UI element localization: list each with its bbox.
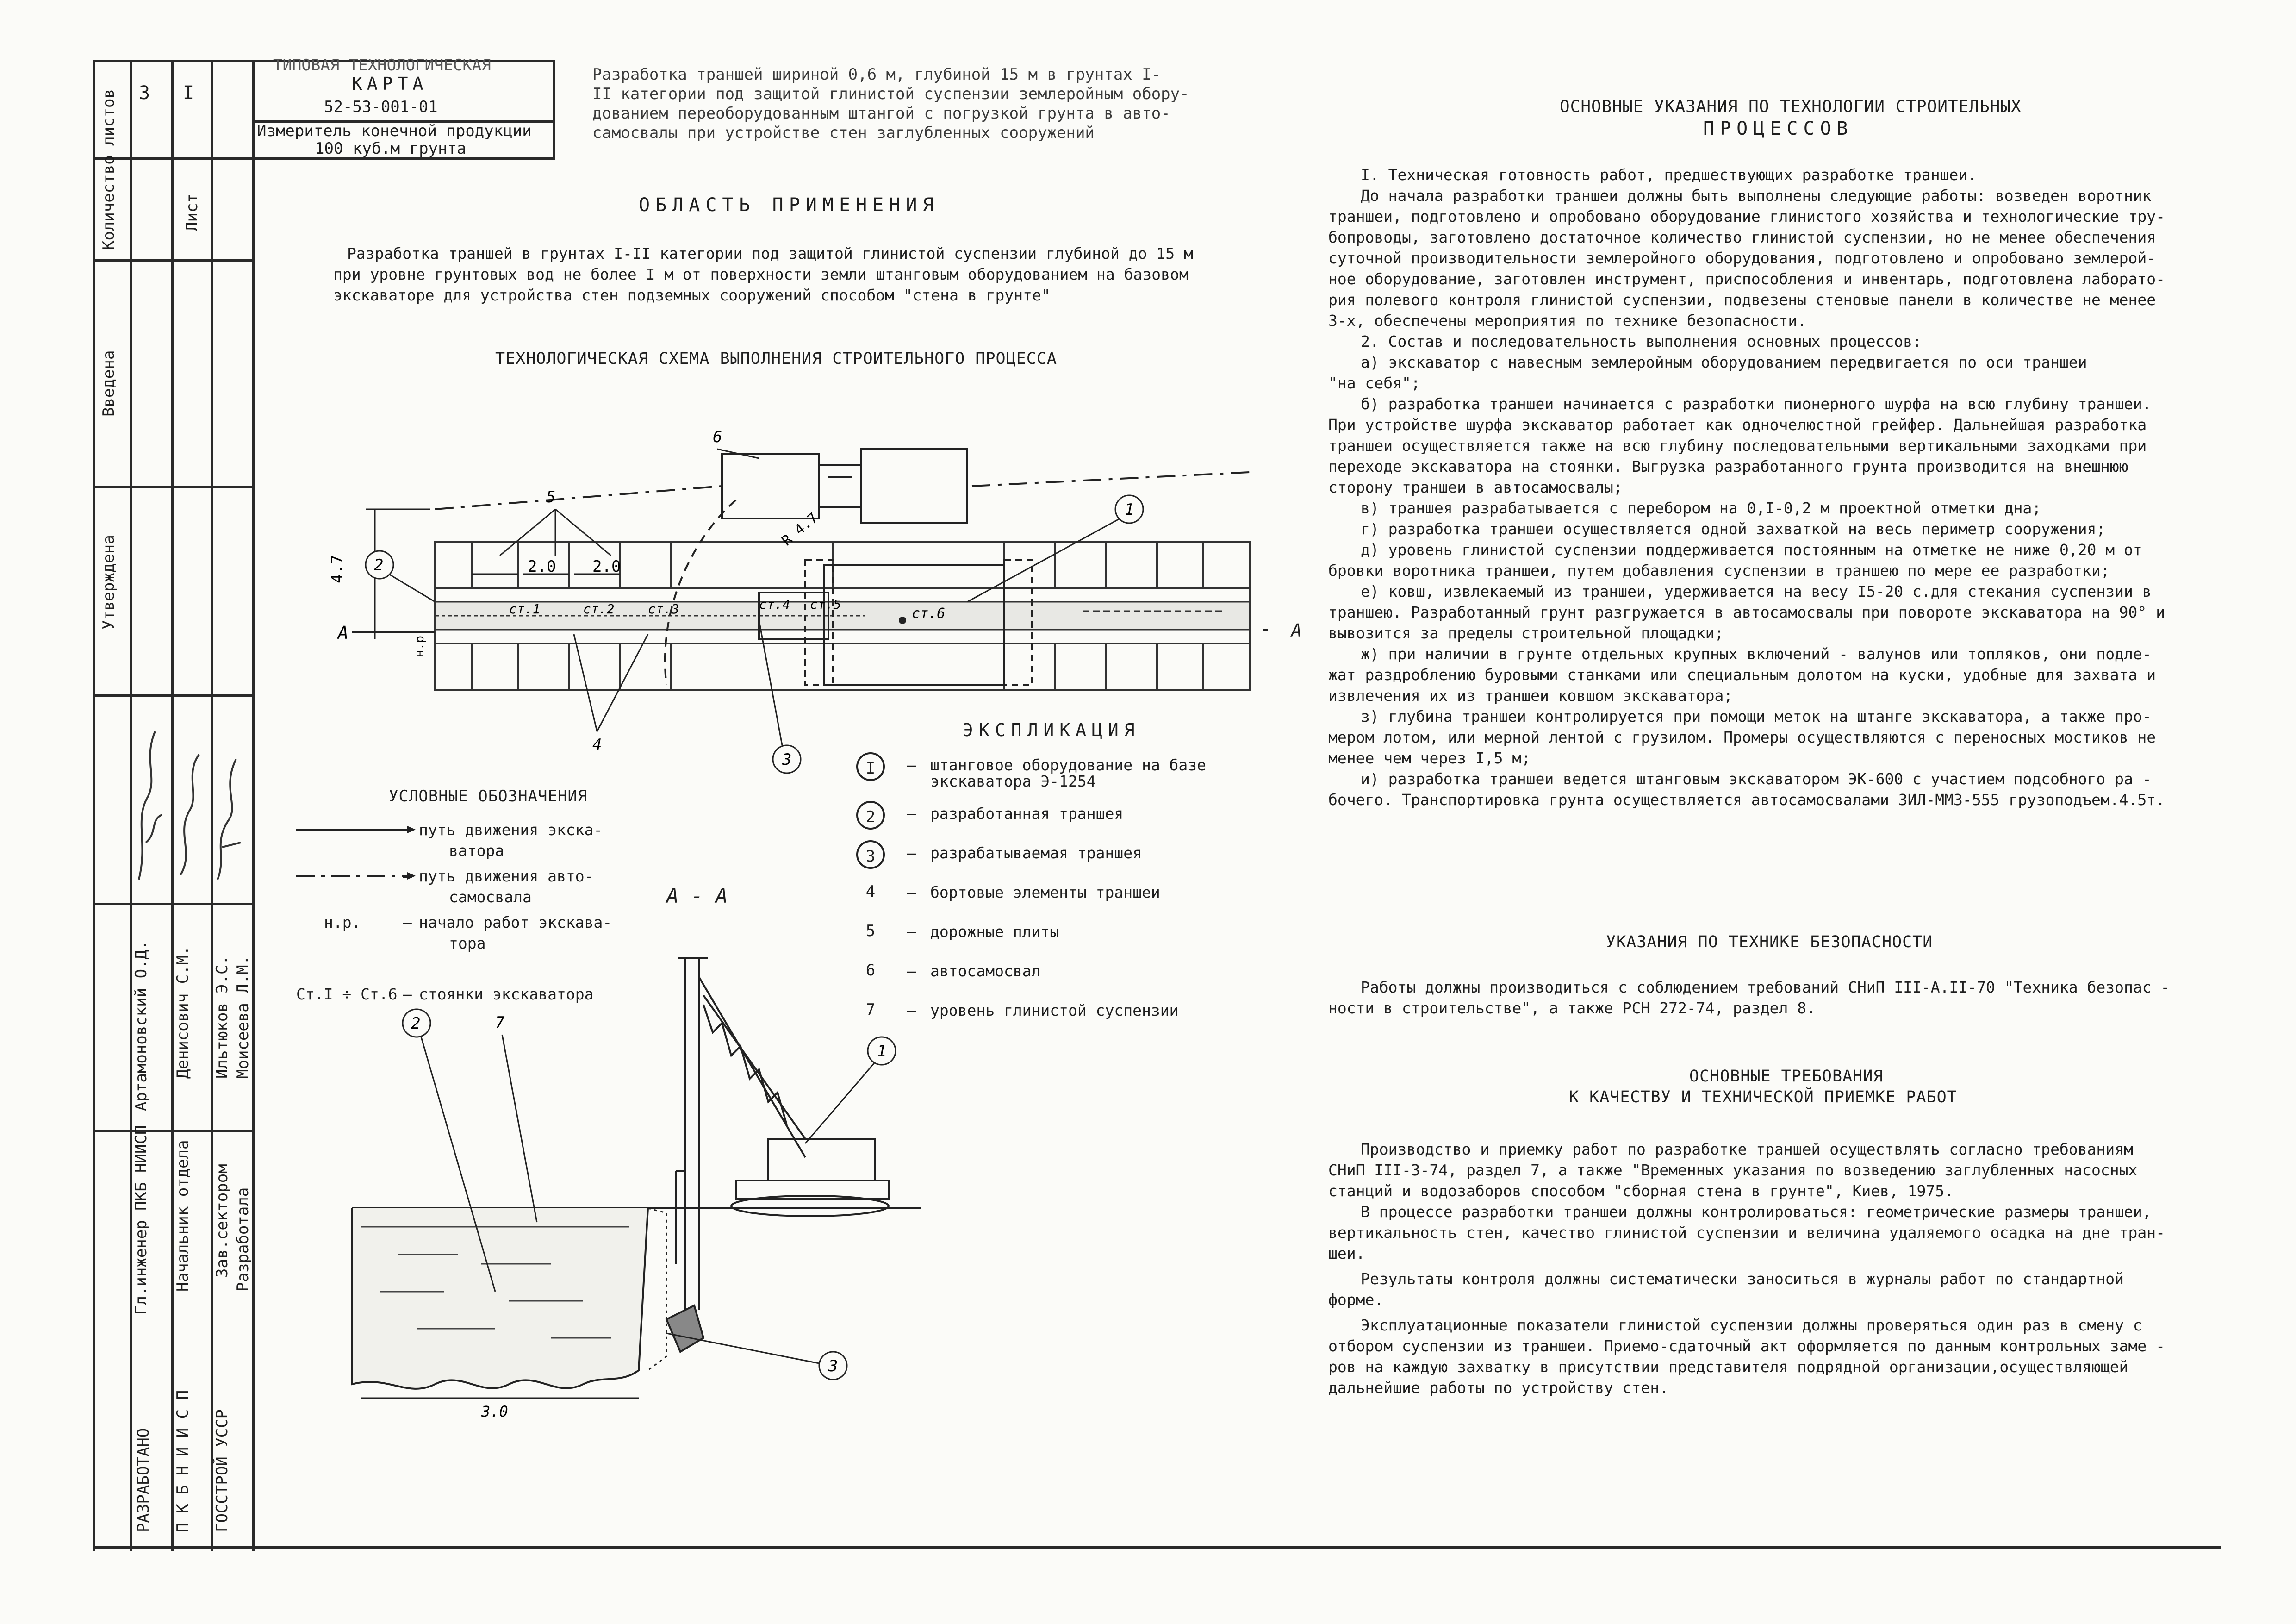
dim-20b-label: 2.0 [592,557,621,576]
callout-7: 7 [495,1013,505,1032]
truck-plan [722,449,967,523]
scope-line: экскаваторе для устройства стен подземных сооружений способом "стена в грунте" [333,286,1051,304]
legend-text: ватора [449,842,504,860]
quality-line: отбором суспензии из траншеи. Приемо-сдаточный акт оформляется по данным контрольных заме - [1328,1337,2165,1355]
instructions-line: переходе экскаватора на стоянки. Выгрузка разработанного грунта производится на внешнюю [1328,457,2128,475]
truck-path-icon [296,871,417,881]
quality-line: дальнейшие работы по устройству стен. [1328,1379,1669,1397]
instructions-line: I. Техническая готовность работ, предшествующих разработке траншеи. [1361,166,1977,184]
instructions-line: а) экскаватор с навесным землеройным оборудованием передвигается по оси траншеи [1361,353,2087,371]
explication-text: уровень глинистой суспензии [930,1001,1179,1019]
instructions-line: б) разработка траншеи начинается с разработки пионерного шурфа на всю глубину траншеи. [1361,395,2152,413]
instructions-line: вывозится за пределы строительной площадки; [1328,624,1724,642]
instructions-line: в) траншея разрабатывается с перебором на 0,I-0,2 м проектной отметки дна; [1361,499,2041,517]
dim-r47-label: R 4.7 [778,510,821,550]
legend-symbol: Ст.I ÷ Ст.6 [296,985,398,1003]
callout-6: 6 [713,428,722,446]
quality-text [1328,1139,2165,1398]
explication-number: 2 [856,801,885,830]
instructions-line: г) разработка траншеи осуществляется одной захваткой на весь периметр сооружения; [1361,520,2106,538]
explication-text: бортовые элементы траншеи [930,883,1160,901]
scope-text [333,243,1193,306]
scope-line: Разработка траншей в грунтах I-II категории под защитой глинистой суспензии глубиной до 15 м [347,244,1193,262]
instructions-line: бопроводы, заготовлено достаточное количество глинистой суспензии, но не менее обеспечения [1328,228,2156,246]
card-title [592,65,1189,143]
quality-line: вертикальность стен, качество глинистой суспензии и величина удаляемого осадка на дне тран- [1328,1224,2165,1242]
station-label: ст.3 [648,601,679,617]
approved-label: Утверждена [100,535,118,630]
explication-number: I [856,752,885,781]
instructions-line: е) ковш, извлекаемый из траншеи, удерживается на весу I5-20 с.для стекания суспензии в [1361,582,2152,600]
role-developer: Разработала [234,1187,252,1292]
instructions-line: "на себя"; [1328,374,1420,392]
callout-leaders [389,449,1120,745]
name-1: Артамоновский О.Д. [132,940,150,1111]
np-label: н.р [413,636,427,657]
card-label: КАРТА [352,74,428,94]
section-mark-left: А [338,623,348,643]
instructions-line: траншеи, подготовлено и опробовано оборудование глинистого хозяйства и технологические тру- [1328,207,2165,225]
explication-number: 6 [865,961,876,980]
instructions-line: рия полевого контроля глинистой суспензии, подвезены стеновые панели в количестве не менее [1328,291,2156,309]
callout-4: 4 [592,736,602,754]
dim-47-label: 4.7 [328,555,347,583]
quality-heading-2: К КАЧЕСТВУ И ТЕХНИЧЕСКОЙ ПРИЕМКЕ РАБОТ [1569,1088,1957,1106]
org-developed: РАЗРАБОТАНО [134,1428,153,1532]
explication-text: разрабатываемая траншея [930,844,1142,862]
quality-line: Эксплуатационные показатели глинистой суспензии должны проверяться один раз в смену с [1361,1316,2142,1334]
legend-symbol: н.р. [324,913,361,931]
instructions-line: з) глубина траншеи контролируется при помощи меток на штанге экскаватора, а также про- [1361,707,2152,725]
org-name: П К Б Н И И С П [174,1390,192,1532]
stamp-col2: I [183,82,194,104]
role-chief-engineer: Гл.инженер ПКБ НИИСП [132,1125,150,1315]
explication-list: I – штанговое оборудование на базе экскаватора Э-1254 2 – разработанная траншея 3 – разрабатываемая траншея 4 – бортовые элементы траншеи 5 – дорожные плиты 6 – автосамосвал 7 – уровень глинистой суспензии [856,752,1282,1030]
safety-heading: УКАЗАНИЯ ПО ТЕХНИКЕ БЕЗОПАСНОСТИ [1606,933,1933,951]
trench [435,602,1250,630]
sheet-label: Лист [183,194,201,231]
instructions-line: бровки воротника траншеи, путем добавления суспензии в траншею по мере ее разработки; [1328,562,2110,580]
instructions-line: траншеи осуществляется также на всю глубину последовательными вертикальными заходками при [1328,437,2147,455]
instructions-line: траншею. Разработанный грунт разгружается в автосамосвалы при повороте экскаватора на 90° и [1328,603,2165,621]
quality-line: В процессе разработки траншеи должны контролироваться: геометрические размеры траншеи, [1361,1203,2152,1221]
quality-line: шеи. [1328,1244,1365,1262]
quality-line: ров на каждую захватку в присутствии представителя подрядной организации,осуществляющей [1328,1358,2128,1376]
role-dept-head: Начальник отдела [174,1140,192,1292]
name-4: Моисеева Л.М. [234,955,252,1079]
callout-2: 2 [411,1014,421,1033]
section-mark-right: А [1291,620,1302,641]
name-3: Ильтюков Э.С. [213,955,231,1079]
legend-text: путь движения авто- [419,867,594,885]
callout-5: 5 [546,488,556,506]
signatures [130,704,255,898]
instructions-line: менее чем через I,5 м; [1328,749,1531,767]
quality-line: станций и водозаборов способом "сборная стена в грунте", Киев, 1975. [1328,1182,1954,1200]
legend-text: стоянки экскаватора [419,985,594,1003]
instructions-line: и) разработка траншеи ведется штанговым экскаватором ЭК-600 с участием подсобного ра - [1361,770,2152,788]
station-label: ст.2 [583,601,615,617]
callout-2: 2 [374,556,384,575]
instructions-text [1328,164,2165,810]
instructions-line: ное оборудование, заготовлен инструмент, приспособления и инвентарь, подготовлена лаборато- [1328,270,2165,288]
instructions-line: бочего. Транспортировка грунта осуществляется автосамосвалами ЗИЛ-ММЗ-555 грузоподъем.4.5т. [1328,791,2165,809]
excavator-section [666,958,889,1352]
legend-text: тора [449,934,486,952]
explication-text: разработанная траншея [930,805,1124,823]
station-label: ст.1 [509,601,541,617]
dim-20a-label: 2.0 [528,557,556,576]
name-2: Денисович С.М. [174,946,192,1079]
legend-heading: УСЛОВНЫЕ ОБОЗНАЧЕНИЯ [389,787,588,806]
explication-number: 3 [856,840,885,869]
sheets-count-label: Количество листов [100,89,118,250]
quality-line: Производство и приемку работ по разработке траншей осуществлять согласно требованиям [1361,1140,2133,1158]
dim-30-label: 3.0 [481,1403,508,1420]
legend-text: самосвала [449,888,532,906]
excavator-path-icon [296,825,417,834]
scope-line: при уровне грунтовых вод не более I м от поверхности земли штанговым оборудованием на базовом [333,265,1188,283]
quality-line: Результаты контроля должны систематически заноситься в журналы работ по стандартной [1361,1270,2124,1288]
instructions-line: жат раздроблению буровыми станками или специальным долотом на куски, удобные для захвата и [1328,666,2156,684]
safety-line: ности в строительстве", а также РСН 272-74, раздел 8. [1328,999,1816,1017]
explication-number: 4 [865,882,876,901]
card-org: ТИПОВАЯ ТЕХНОЛОГИЧЕСКАЯ [273,56,491,75]
card-title-line: Разработка траншей шириной 0,6 м, глубиной 15 м в грунтах I- [592,65,1161,84]
explication-heading: ЭКСПЛИКАЦИЯ [963,720,1140,740]
instructions-line: При устройстве шурфа экскаватор работает как одночелюстной грейфер. Дальнейшая разработка [1328,416,2147,434]
stamp-col1: 3 [139,82,150,104]
explication-number: 5 [865,922,876,940]
safety-line: Работы должны производиться с соблюдением требований СНиП III-А.II-70 "Техника безопас - [1361,978,2170,996]
scope-heading: ОБЛАСТЬ ПРИМЕНЕНИЯ [639,194,940,216]
callout-3: 3 [782,750,792,769]
safety-text [1328,977,2170,1018]
card-number: 52-53-001-01 [324,98,438,116]
section-diagram [342,940,944,1430]
meter-line1: Измеритель конечной продукции [257,122,532,140]
quality-line: СНиП III-3-74, раздел 7, а также "Временных указания по возведению заглубленных насосных [1328,1161,2138,1179]
callout-1: 1 [1125,500,1134,519]
instructions-line: извлечения их из траншеи ковшом экскаватора; [1328,687,1733,705]
meter-line2: 100 куб.м грунта [315,139,467,158]
scheme-heading: ТЕХНОЛОГИЧЕСКАЯ СХЕМА ВЫПОЛНЕНИЯ СТРОИТЕЛЬНОГО ПРОЦЕССА [495,350,1057,368]
callout-1: 1 [877,1042,887,1061]
explication-text: автосамосвал [930,962,1041,980]
section-title: А - А [666,884,728,908]
station-label: ст.5 [810,597,841,612]
role-sector-head: Зав.сектором [213,1164,231,1278]
callout-3: 3 [828,1357,838,1375]
instructions-line: сторону траншеи в автосамосвалы; [1328,478,1623,496]
instructions-line: д) уровень глинистой суспензии поддерживается постоянным на отметке не ниже 0,20 м от [1361,541,2142,559]
instructions-line: 2. Состав и последовательность выполнения основных процессов: [1361,332,1922,350]
quality-line: форме. [1328,1291,1384,1309]
instructions-line: ж) при наличии в грунте отдельных крупных включений - валунов или топляков, они подле- [1361,645,2152,663]
instructions-line: 3-х, обеспечены мероприятия по технике безопасности. [1328,312,1807,330]
instructions-line: мером лотом, или мерной лентой с грузилом. Промеры осуществляются с переносных мостиков не [1328,728,2156,746]
card-title-line: дованием переоборудованным штангой с погрузкой грунта в авто- [592,104,1170,123]
instructions-line: суточной производительности землеройного оборудования, подготовлено и опробовано землерой- [1328,249,2156,267]
explication-text: штанговое оборудование на базе [930,756,1207,774]
instructions-line: До начала разработки траншеи должны быть выполнены следующие работы: возведен воротник [1361,187,2152,205]
station-label: ст.4 [759,597,790,612]
explication-text: дорожные плиты [930,923,1059,941]
instructions-heading-1: ОСНОВНЫЕ УКАЗАНИЯ ПО ТЕХНОЛОГИИ СТРОИТЕЛЬНЫХ [1560,97,2022,116]
legend-text: начало работ экскава- [419,913,612,931]
explication-text: экскаватора Э-1254 [930,772,1096,790]
legend-text: путь движения экска- [419,821,603,839]
station-label: ст.6 [912,606,946,622]
card-title-line: самосвалы при устройстве стен заглубленных сооружений [592,124,1095,142]
explication-number: 7 [865,1000,876,1019]
introduced-label: Введена [100,350,118,417]
quality-heading-1: ОСНОВНЫЕ ТРЕБОВАНИЯ [1689,1067,1884,1086]
instructions-heading-2: ПРОЦЕССОВ [1703,118,1854,139]
card-title-line: II категории под защитой глинистой суспензии землеройным обору- [592,85,1189,103]
org-gosstroy: ГОССТРОЙ УССР [213,1409,231,1532]
